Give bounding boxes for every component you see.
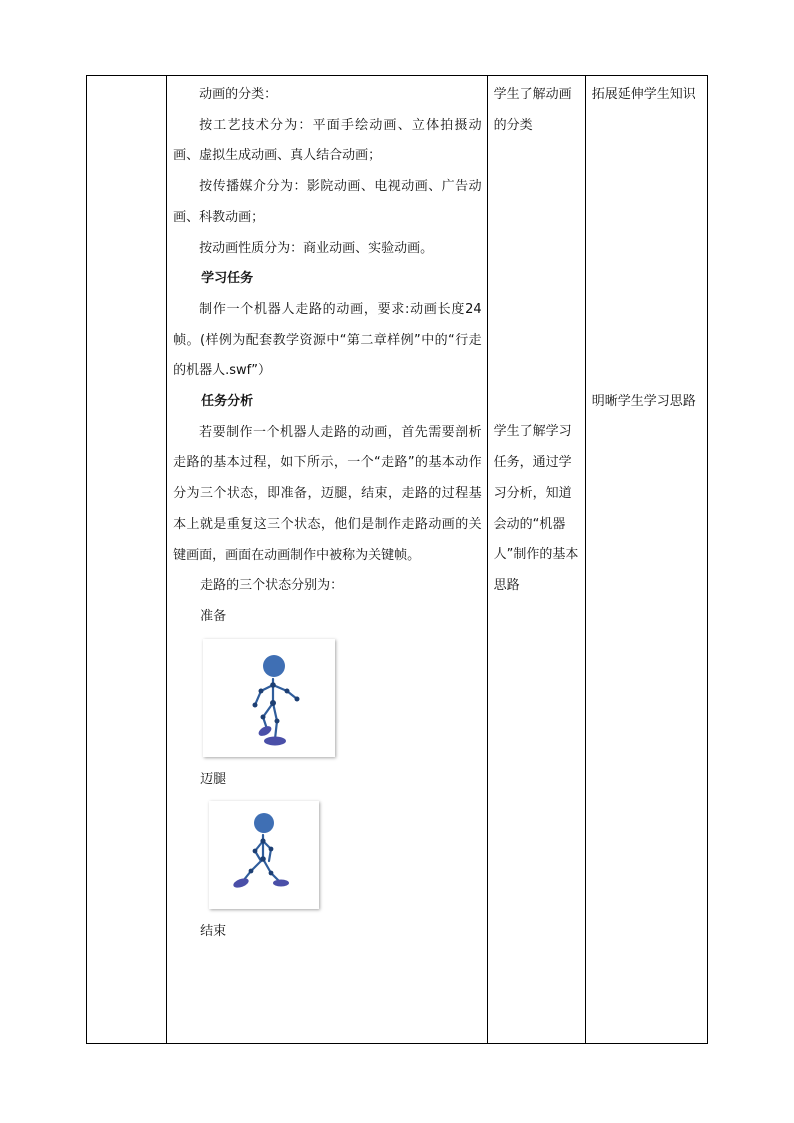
teaching-content-cell: [167, 76, 488, 1044]
robot-ready-image: [203, 639, 335, 757]
analysis-text: 若要制作一个机器人走路的动画，首先需要剖析走路的基本过程，如下所示，一个“走路”的基本动作分为三个状态，即准备，迈腿，结束，走路的过程基本上就是重复这三个状态，他们是制作走路动画的关键画面，画面在动画制作中被称为关键帧。: [173, 424, 482, 563]
goal-1: 拓展延伸学生知识: [591, 87, 696, 102]
student-activity-cell: [487, 76, 585, 1044]
stage-cell: [87, 76, 167, 1044]
student-note-2: 学生了解学习任务，通过学习分析，知道会动的“机器人”制作的基本思路: [493, 424, 579, 593]
robot-step-illustration: [209, 801, 319, 909]
task-heading: 学习任务: [201, 271, 254, 287]
state-end-label: 结束: [200, 924, 227, 940]
lesson-plan-table: [86, 75, 708, 1044]
classification-by-nature: 按动画性质分为：商业动画、实验动画。: [199, 240, 434, 256]
analysis-heading: 任务分析: [201, 394, 254, 410]
design-intent-cell: [585, 76, 707, 1044]
task-text: 制作一个机器人走路的动画，要求:动画长度24帧。(样例为配套教学资源中“第二章样例”中的“行走的机器人.swf”）: [173, 301, 482, 379]
robot-ready-illustration: [203, 639, 335, 757]
student-note-1: 学生了解动画的分类: [493, 87, 572, 133]
state-step-label: 迈腿: [200, 771, 227, 787]
classification-by-media: 按传播媒介分为：影院动画、电视动画、广告动画、科教动画；: [173, 179, 482, 225]
classification-title: 动画的分类：: [199, 87, 278, 102]
goal-2: 明晰学生学习思路: [591, 393, 696, 409]
classification-by-technique: 按工艺技术分为：平面手绘动画、立体拍摄动画、虚拟生成动画、真人结合动画；: [173, 117, 482, 164]
robot-step-image: [209, 801, 319, 909]
table-row: [87, 76, 708, 1044]
state-ready-label: 准备: [200, 608, 227, 624]
states-intro: 走路的三个状态分别为：: [200, 578, 344, 594]
